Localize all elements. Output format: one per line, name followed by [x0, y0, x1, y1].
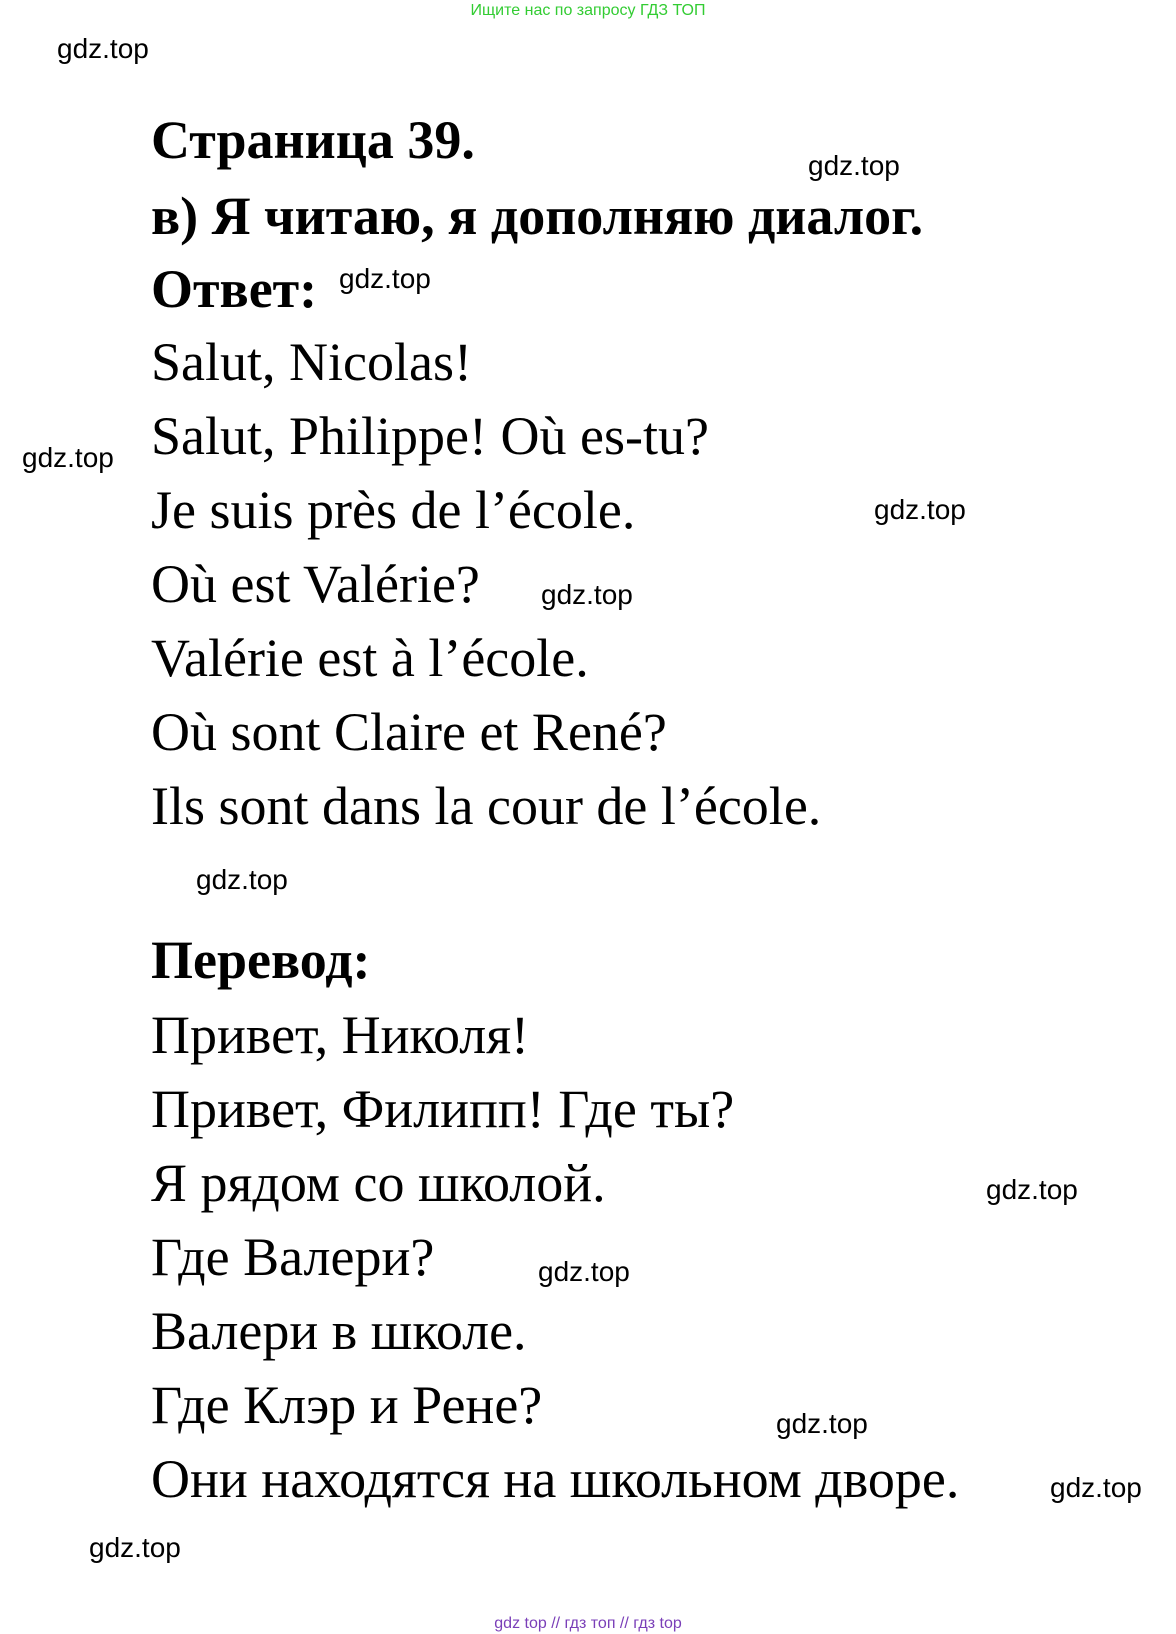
answer-line: Où sont Claire et René? [151, 702, 667, 762]
watermark: gdz.top [541, 579, 633, 610]
watermark: gdz.top [986, 1174, 1078, 1205]
task-heading: в) Я читаю, я дополняю диалог. [151, 186, 924, 246]
watermark: gdz.top [57, 33, 149, 64]
watermark: gdz.top [22, 442, 114, 473]
answer-line: Ils sont dans la cour de l’école. [151, 776, 822, 836]
answer-line: Valérie est à l’école. [151, 628, 589, 688]
translation-line: Привет, Филипп! Где ты? [151, 1079, 735, 1139]
watermark: gdz.top [776, 1408, 868, 1439]
answer-line: Salut, Philippe! Où es-tu? [151, 406, 709, 466]
answer-line: Où est Valérie? [151, 554, 480, 614]
translation-line: Где Валери? [151, 1227, 435, 1287]
translation-label: Перевод: [151, 930, 371, 990]
footer-links[interactable]: gdz top // гдз топ // гдз top [494, 1615, 682, 1632]
page-title: Страница 39. [151, 110, 475, 170]
translation-line: Я рядом со школой. [151, 1153, 606, 1213]
watermark: gdz.top [196, 864, 288, 895]
watermark: gdz.top [1050, 1472, 1142, 1503]
watermark: gdz.top [874, 494, 966, 525]
answer-line: Salut, Nicolas! [151, 332, 472, 392]
translation-line: Привет, Николя! [151, 1005, 530, 1065]
watermark: gdz.top [89, 1532, 181, 1563]
answer-line: Je suis près de l’école. [151, 480, 636, 540]
answer-label: Ответ: [151, 259, 318, 319]
translation-line: Валери в школе. [151, 1301, 527, 1361]
search-hint-link[interactable]: Ищите нас по запросу ГДЗ ТОП [470, 2, 706, 19]
translation-line: Где Клэр и Рене? [151, 1375, 543, 1435]
translation-line: Они находятся на школьном дворе. [151, 1449, 960, 1509]
watermark: gdz.top [339, 263, 431, 294]
watermark: gdz.top [808, 150, 900, 181]
watermark: gdz.top [538, 1256, 630, 1287]
